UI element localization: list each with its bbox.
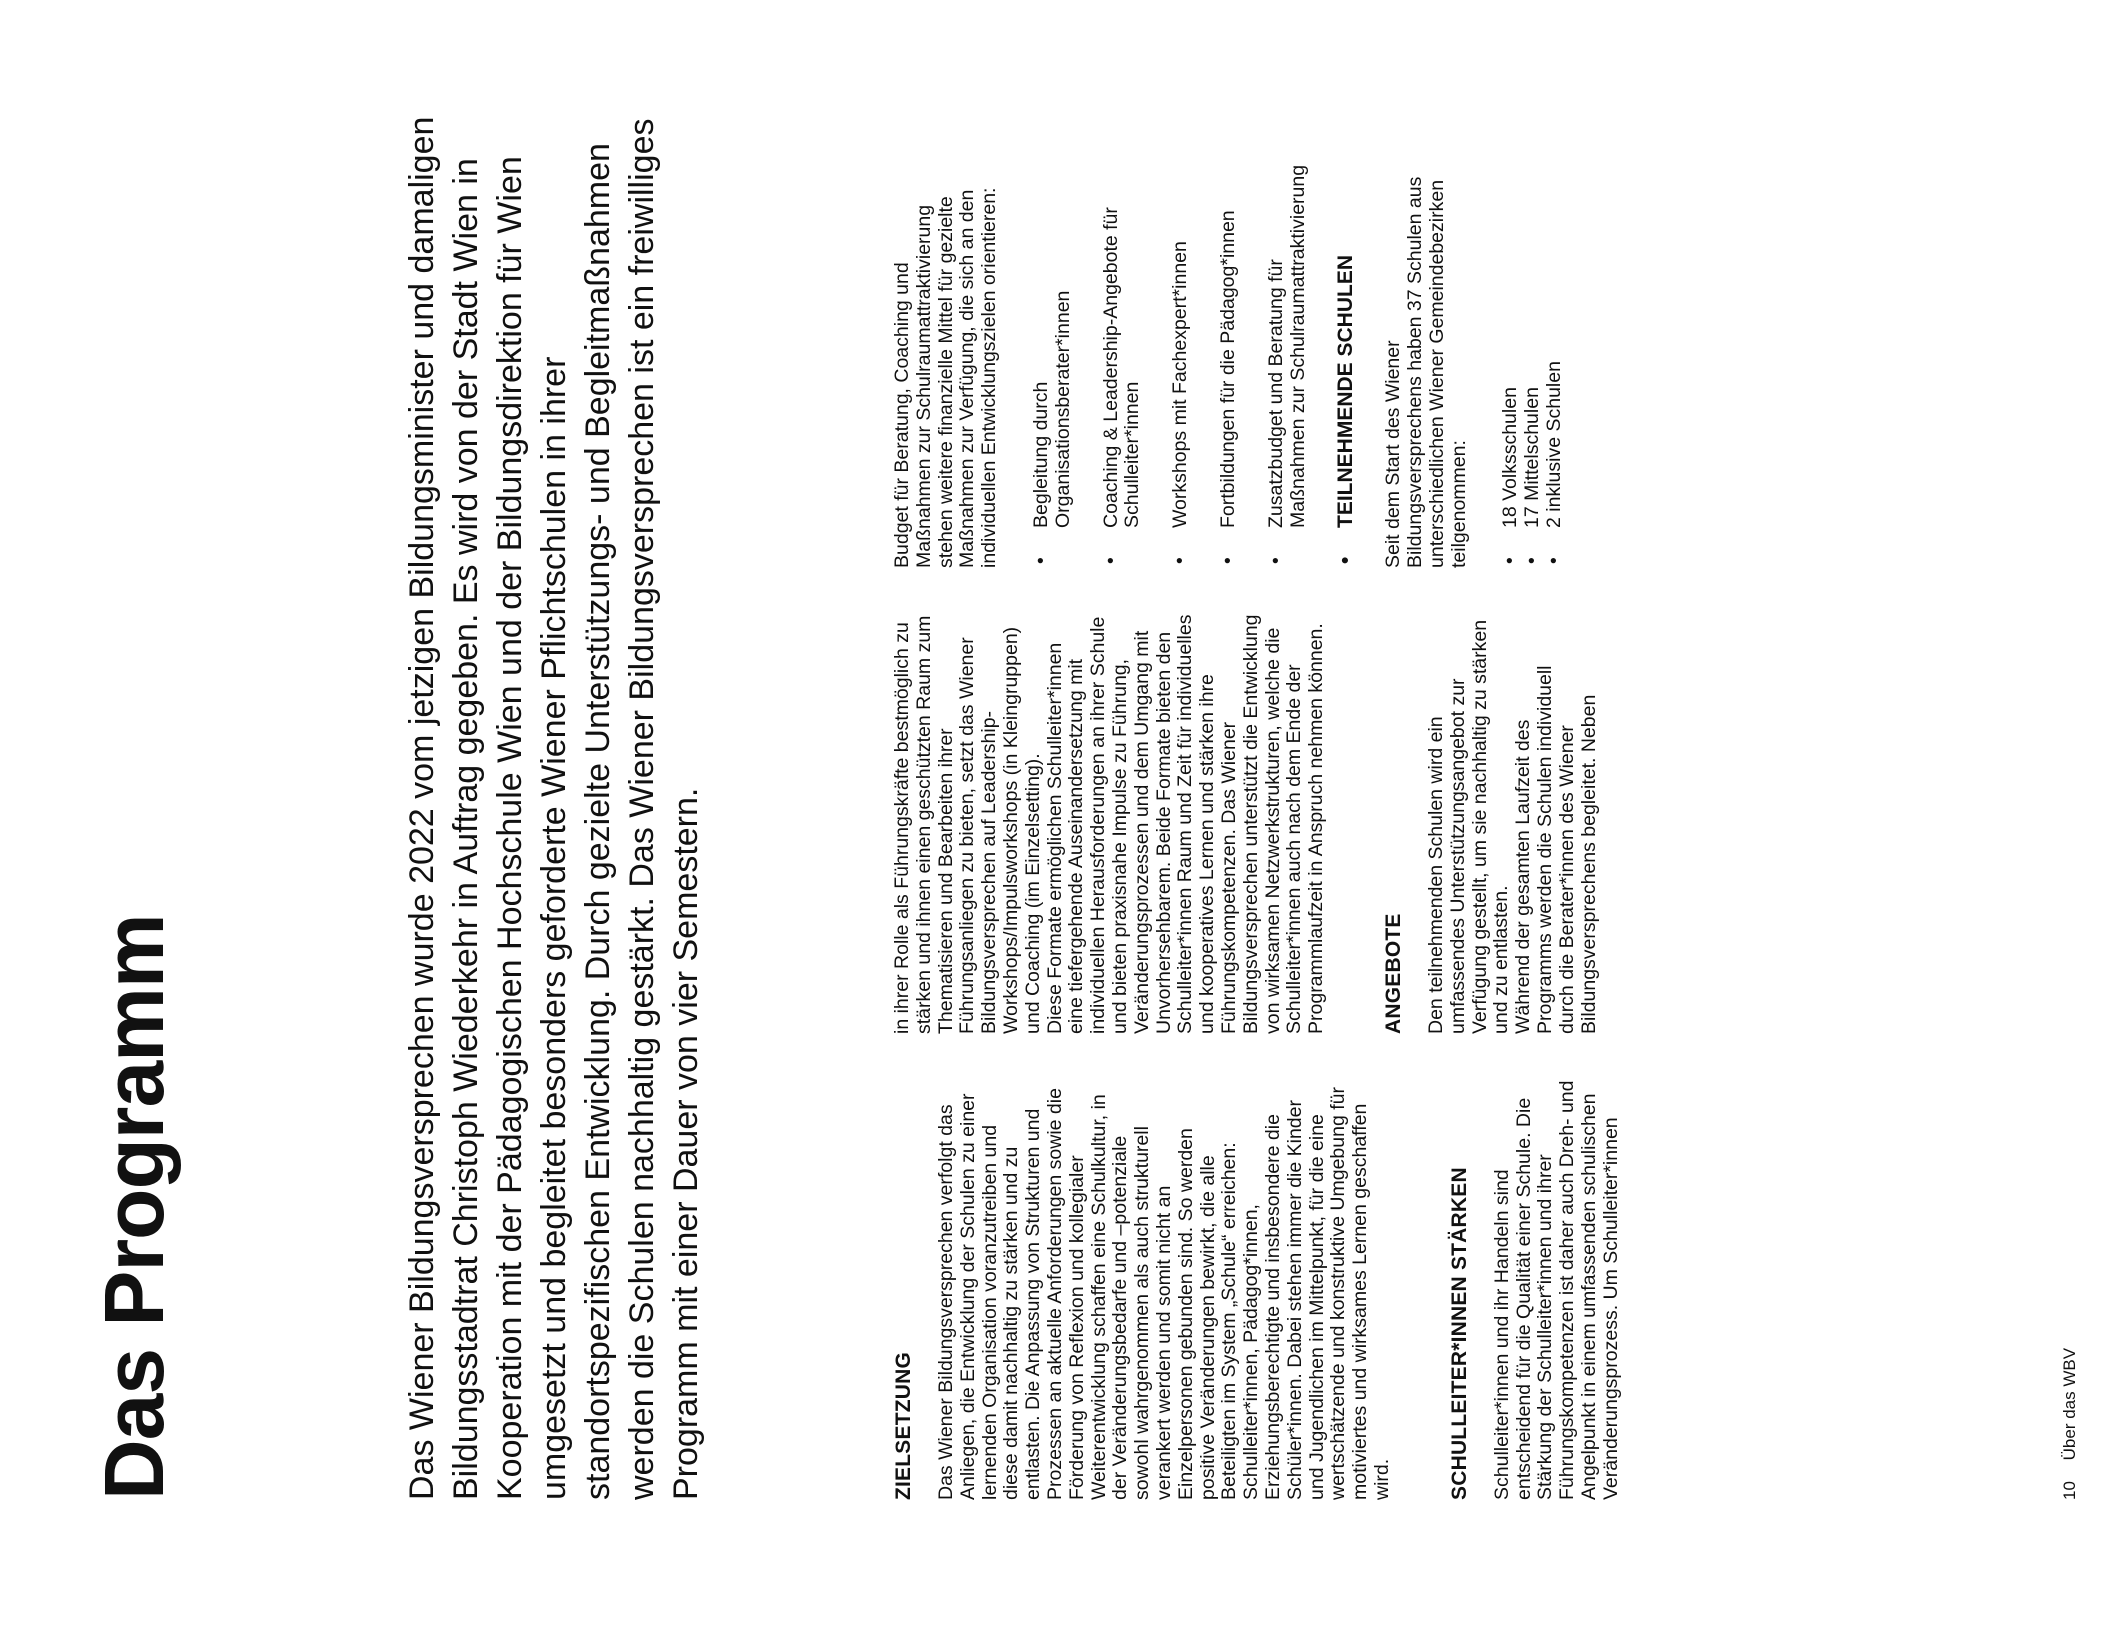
list-item: • Zusatzbudget und Beratung für Maßnahmen zur Schulraumattraktivierung bbox=[1266, 148, 1310, 568]
column-3 bbox=[892, 148, 1566, 568]
list-item: • 2 inklusive Schulen bbox=[1544, 148, 1566, 568]
heading-schulleiter-staerken: SCHULLEITER*INNEN STÄRKEN bbox=[1447, 1167, 1471, 1500]
paragraph-zielsetzung: Das Wiener Bildungsversprechen verfolgt das Anliegen, die Entwicklung der Schulen zu einer lernenden Organisation voranzutreiben und diese damit nachhaltig zu stärken und zu entlasten. Die Anpassung von Strukturen und Prozessen an aktuelle Anforderungen sowie die Förderung von Reflexion und kollegialer Weiterentwicklung schaffen eine Schulkultur, in der Veränderungsbedarfe und –potenziale sowohl wahrgenommen als auch strukturell verankert werden und somit nicht an Einzelpersonen gebunden sind. So werden positive Veränderungen bewirkt, die alle Beteiligten im System „Schule“ erreichen: Schulleiter*innen, Pädagog*innen, Erziehungsberechtigte und insbesondere die Schüler*innen. Dabei stehen immer die Kinder und Jugendlichen im Mittelpunkt, für die eine wertschätzende und konstruktive Umgebung für motiviertes und wirksames Lernen geschaffen wird. bbox=[935, 1087, 1393, 1500]
paragraph-laufzeit: Während der gesamten Laufzeit des Programms werden die Schulen individuell durch die Berater*innen des Wiener Bildungsversprechens begleitet. Neben bbox=[1512, 665, 1600, 1034]
page-footer bbox=[2060, 1332, 2080, 1500]
heading-angebote: ANGEBOTE bbox=[1381, 913, 1405, 1034]
paragraph-angebote: Den teilnehmenden Schulen wird ein umfassendes Unterstützungsangebot zur Verfügung gestellt, um sie nachhaltig zu stärken und zu entlasten. bbox=[1424, 619, 1513, 1034]
paragraph-formate: Diese Formate ermöglichen Schulleiter*innen eine tiefergehende Auseinandersetzung mit individuellen Herausforderungen an ihrer Schule und bieten praxisnahe Impulse zu Führung, Veränderungsprozessen und dem Umgang mit Unvorhersehbarem. Beide Formate bieten den Schulleiter*innen Raum und Zeit für individuelles und kooperatives Lernen und stärken ihre Führungskompetenzen. Das Wiener Bildungsversprechen unterstützt die Entwicklung von wirksamen Netzwerkstrukturen, welche die Schulleiter*innen auch nach dem Ende der Programmlaufzeit in Anspruch nehmen können. bbox=[1043, 614, 1328, 1034]
column-1 bbox=[892, 1080, 1623, 1500]
list-item: • Workshops mit Fachexpert*innen bbox=[1170, 148, 1192, 568]
offer-list bbox=[1031, 148, 1357, 568]
footer-section: Über das WBV bbox=[2060, 1347, 2079, 1461]
page-number: 10 bbox=[2060, 1481, 2079, 1500]
heading-teilnehmende-schulen: • TEILNEHMENDE SCHULEN bbox=[1335, 148, 1357, 568]
school-list bbox=[1500, 148, 1565, 568]
list-item: • Fortbildungen für die Pädagog*innen bbox=[1218, 148, 1240, 568]
heading-zielsetzung: ZIELSETZUNG bbox=[892, 1351, 915, 1500]
paragraph-teilnehmende-schulen: Seit dem Start des Wiener Bildungsversprechens haben 37 Schulen aus unterschiedlichen Wiener Gemeindebezirken teilgenommen: bbox=[1382, 176, 1470, 568]
page-title: Das Programm bbox=[87, 914, 181, 1500]
column-2 bbox=[892, 614, 1600, 1034]
paragraph-budget: Budget für Beratung, Coaching und Maßnahmen zur Schulraumattraktivierung stehen weitere finanzielle Mittel für gezielte Maßnahmen zur Verfügung, die sich an den individuellen Entwicklungszielen orientieren: bbox=[891, 187, 1001, 568]
list-item: • 18 Volksschulen bbox=[1500, 148, 1522, 568]
list-item: • Begleitung durch Organisationsberater*innen bbox=[1031, 148, 1075, 568]
list-item: • Coaching & Leadership-Angebote für Schulleiter*innen bbox=[1101, 148, 1145, 568]
intro-paragraph: Das Wiener Bildungsversprechen wurde 2022 vom jetzigen Bildungsminister und damaligen Bildungsstadtrat Christoph Wiederkehr in Auftrag gegeben. Es wird von der Stadt Wien in Kooperation mit der Pädagogischen Hochschule Wien und der Bildungsdirektion für Wien umgesetzt und begleitet besonders geforderte Wiener Pflichtschulen in ihrer standortspezifischen Entwicklung. Durch gezielte Unterstützungs- und Begleitmaßnahmen werden die Schulen nachhaltig gestärkt. Das Wiener Bildungsversprechen ist ein freiwilliges Programm mit einer Dauer von vier Semestern. bbox=[403, 116, 705, 1500]
list-item: • 17 Mittelschulen bbox=[1522, 148, 1544, 568]
paragraph-fuehrung: in ihrer Rolle als Führungskräfte bestmöglich zu stärken und ihnen einen geschützten Raum zum Thematisieren und Bearbeiten ihrer Führungsanliegen zu bieten, setzt das Wiener Bildungsversprechen auf Leadership-Workshops/Impulsworkshops (in Kleingruppen) und Coaching (im Einzelsetting). bbox=[891, 615, 1044, 1034]
paragraph-schulleiter-staerken: Schulleiter*innen und ihr Handeln sind entscheidend für die Qualität einer Schule. Die Stärkung der Schulleiter*innen und ihrer Führungskompetenzen ist daher auch Dreh- und Angelpunkt in einem umfassenden schulischen Veränderungsprozess. Um Schulleiter*innen bbox=[1490, 1080, 1622, 1500]
